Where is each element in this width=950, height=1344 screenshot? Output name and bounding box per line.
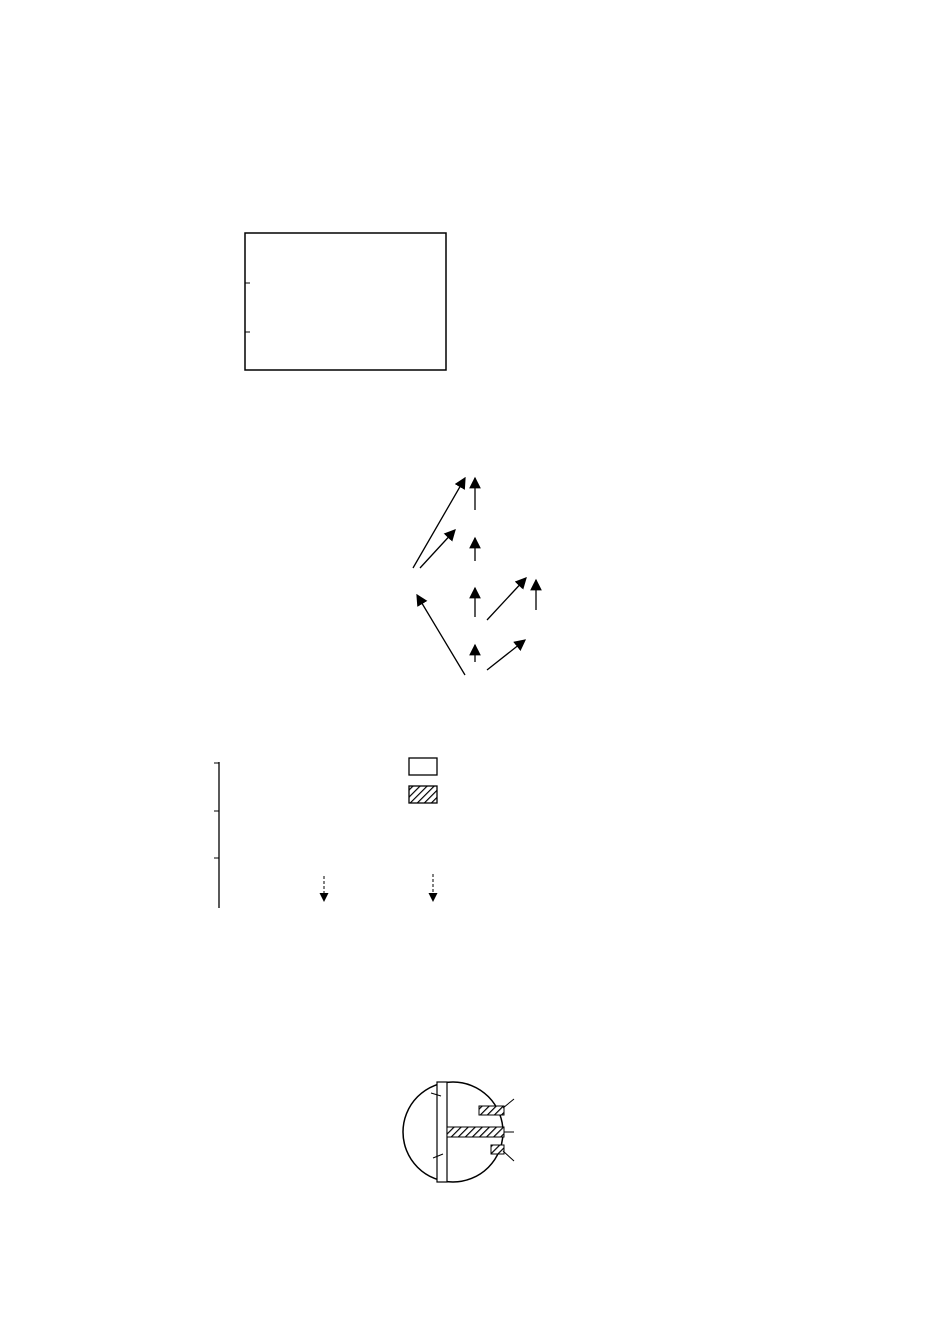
cholera-streak bbox=[479, 1106, 504, 1115]
leader-cholera bbox=[503, 1099, 514, 1108]
arrow-rabbit-fox bbox=[420, 530, 455, 568]
streptomycin-strip bbox=[437, 1082, 447, 1182]
arrow-grass-rabbit bbox=[417, 595, 465, 675]
typhoid-streak bbox=[447, 1127, 504, 1137]
arrow-mouse-bird bbox=[487, 578, 526, 620]
arrow-rabbit-wolf bbox=[413, 478, 465, 568]
agar-plate-diagram bbox=[375, 1078, 565, 1188]
stomata-bar-chart bbox=[135, 745, 555, 930]
legend-upper-swatch bbox=[409, 758, 437, 775]
tb-streak bbox=[491, 1145, 504, 1154]
food-web-diagram bbox=[395, 450, 570, 695]
arrow-grass-insect bbox=[487, 640, 525, 670]
decomposition-scatter-chart bbox=[195, 225, 470, 415]
chart1-plot-frame bbox=[245, 233, 446, 370]
leader-tb bbox=[503, 1151, 514, 1161]
legend-lower-swatch bbox=[409, 786, 437, 803]
